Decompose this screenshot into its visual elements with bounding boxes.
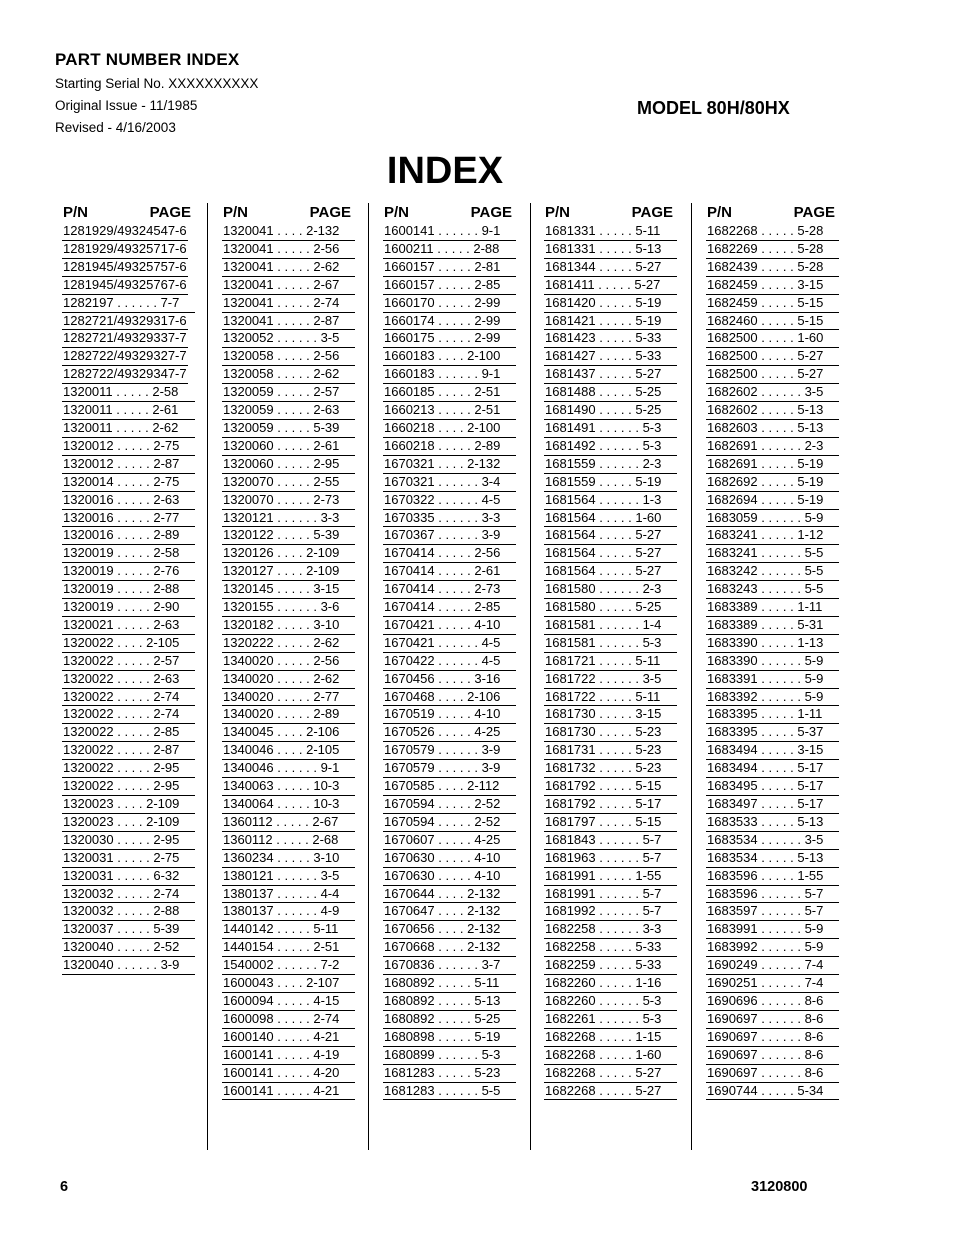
page-number: 6 (60, 1179, 69, 1195)
index-entry: 1320016 . . . . . 2-77 (62, 510, 195, 528)
index-entry: 1340020 . . . . . 2-77 (222, 689, 355, 707)
index-entry: 1681722 . . . . . 5-11 (544, 689, 677, 707)
index-entry: 1670322 . . . . . . 4-5 (383, 492, 516, 510)
index-entry: 1380137 . . . . . . 4-9 (222, 903, 355, 921)
index-entry: 1682261 . . . . . . 5-3 (544, 1011, 677, 1029)
page-header: PAGE (309, 204, 351, 221)
entry-list (222, 223, 355, 1100)
index-entry: 1681963 . . . . . . 5-7 (544, 850, 677, 868)
index-entry: 1681722 . . . . . . 3-5 (544, 671, 677, 689)
index-entry: 1681559 . . . . . 5-19 (544, 474, 677, 492)
index-entry: 1690249 . . . . . . 7-4 (706, 957, 839, 975)
index-column-4 (544, 203, 677, 1100)
index-entry: 1681420 . . . . . 5-19 (544, 295, 677, 313)
index-entry: 1360112 . . . . . 2-67 (222, 814, 355, 832)
index-entry: 1320023 . . . . 2-109 (62, 796, 195, 814)
index-entry: 1660183 . . . . . . 9-1 (383, 366, 516, 384)
index-entry: 1683991 . . . . . . 5-9 (706, 921, 839, 939)
index-entry: 1670585 . . . . 2-112 (383, 778, 516, 796)
index-entry: 1683389 . . . . . 5-31 (706, 617, 839, 635)
index-entry: 1682260 . . . . . 1-16 (544, 975, 677, 993)
index-entry: 1320059 . . . . . 2-57 (222, 384, 355, 402)
index-entry: 1660175 . . . . . 2-99 (383, 330, 516, 348)
index-entry: 1681581 . . . . . . 1-4 (544, 617, 677, 635)
index-entry: 1681423 . . . . . 5-33 (544, 330, 677, 348)
index-entry: 1683389 . . . . . 1-11 (706, 599, 839, 617)
index-entry: 1660218 . . . . . 2-89 (383, 438, 516, 456)
index-entry: 1320032 . . . . . 2-74 (62, 886, 195, 904)
revised-date-line: Revised - 4/16/2003 (55, 120, 176, 135)
index-entry: 1681732 . . . . . 5-23 (544, 760, 677, 778)
index-entry: 1670421 . . . . . . 4-5 (383, 635, 516, 653)
index-entry: 1282721/49329337-7 (62, 330, 188, 348)
index-entry: 1660213 . . . . . 2-51 (383, 402, 516, 420)
index-entry: 1340045 . . . . 2-106 (222, 724, 355, 742)
page-header: PAGE (793, 204, 835, 221)
index-entry: 1683395 . . . . . 5-37 (706, 724, 839, 742)
index-entry: 1670321 . . . . 2-132 (383, 456, 516, 474)
index-entry: 1440154 . . . . . 2-51 (222, 939, 355, 957)
index-entry: 1320022 . . . . . 2-74 (62, 706, 195, 724)
index-entry: 1682459 . . . . . 3-15 (706, 277, 839, 295)
index-entry: 1681344 . . . . . 5-27 (544, 259, 677, 277)
index-entry: 1683597 . . . . . . 5-7 (706, 903, 839, 921)
index-entry: 1683494 . . . . . 5-17 (706, 760, 839, 778)
index-entry: 1600141 . . . . . 4-19 (222, 1047, 355, 1065)
index-entry: 1320041 . . . . . 2-87 (222, 313, 355, 331)
index-entry: 1320019 . . . . . 2-88 (62, 581, 195, 599)
index-entry: 1683390 . . . . . 1-13 (706, 635, 839, 653)
index-entry: 1320121 . . . . . . 3-3 (222, 510, 355, 528)
index-entry: 1670630 . . . . . 4-10 (383, 868, 516, 886)
index-entry: 1683241 . . . . . 1-12 (706, 527, 839, 545)
index-column-5 (706, 203, 839, 1100)
index-entry: 1683059 . . . . . . 5-9 (706, 510, 839, 528)
index-entry: 1320222 . . . . . 2-62 (222, 635, 355, 653)
index-entry: 1670607 . . . . . 4-25 (383, 832, 516, 850)
index-entry: 1360234 . . . . . 3-10 (222, 850, 355, 868)
index-entry: 1680892 . . . . . 5-11 (383, 975, 516, 993)
index-entry: 1682260 . . . . . . 5-3 (544, 993, 677, 1011)
index-entry: 1340020 . . . . . 2-89 (222, 706, 355, 724)
index-entry: 1320145 . . . . . 3-15 (222, 581, 355, 599)
index-entry: 1670668 . . . . 2-132 (383, 939, 516, 957)
index-entry: 1690744 . . . . . 5-34 (706, 1083, 839, 1101)
index-entry: 1670836 . . . . . . 3-7 (383, 957, 516, 975)
index-entry: 1282722/49329327-7 (62, 348, 188, 366)
index-entry: 1690697 . . . . . . 8-6 (706, 1047, 839, 1065)
index-entry: 1682500 . . . . . 5-27 (706, 348, 839, 366)
index-entry: 1682439 . . . . . 5-28 (706, 259, 839, 277)
index-entry: 1320040 . . . . . 2-52 (62, 939, 195, 957)
index-entry: 1670335 . . . . . . 3-3 (383, 510, 516, 528)
index-entry: 1282721/49329317-6 (62, 313, 188, 331)
index-entry: 1320016 . . . . . 2-63 (62, 492, 195, 510)
index-entry: 1690251 . . . . . . 7-4 (706, 975, 839, 993)
index-entry: 1670422 . . . . . . 4-5 (383, 653, 516, 671)
column-divider (530, 203, 531, 1150)
index-entry: 1681792 . . . . . 5-15 (544, 778, 677, 796)
index-entry: 1320011 . . . . . 2-61 (62, 402, 195, 420)
index-entry: 1660174 . . . . . 2-99 (383, 313, 516, 331)
index-entry: 1682269 . . . . . 5-28 (706, 241, 839, 259)
index-entry: 1320041 . . . . . 2-67 (222, 277, 355, 295)
index-entry: 1282722/49329347-7 (62, 366, 188, 384)
index-entry: 1320059 . . . . . 5-39 (222, 420, 355, 438)
index-entry: 1682259 . . . . . 5-33 (544, 957, 677, 975)
index-entry: 1281929/49325717-6 (62, 241, 188, 259)
index-entry: 1320022 . . . . . 2-95 (62, 760, 195, 778)
index-entry: 1670421 . . . . . 4-10 (383, 617, 516, 635)
index-entry: 1683392 . . . . . . 5-9 (706, 689, 839, 707)
index-entry: 1683533 . . . . . 5-13 (706, 814, 839, 832)
index-entry: 1670579 . . . . . . 3-9 (383, 742, 516, 760)
index-entry: 1681797 . . . . . 5-15 (544, 814, 677, 832)
index-entry: 1681437 . . . . . 5-27 (544, 366, 677, 384)
index-entry: 1680898 . . . . . 5-19 (383, 1029, 516, 1047)
index-entry: 1320070 . . . . . 2-55 (222, 474, 355, 492)
pn-header: P/N (707, 204, 733, 221)
index-entry: 1320012 . . . . . 2-75 (62, 438, 195, 456)
index-entry: 1660170 . . . . . 2-99 (383, 295, 516, 313)
index-entry: 1681564 . . . . . 1-60 (544, 510, 677, 528)
index-entry: 1660185 . . . . . 2-51 (383, 384, 516, 402)
index-entry: 1690697 . . . . . . 8-6 (706, 1065, 839, 1083)
index-entry: 1681730 . . . . . 3-15 (544, 706, 677, 724)
index-entry: 1670414 . . . . . 2-73 (383, 581, 516, 599)
index-entry: 1600094 . . . . . 4-15 (222, 993, 355, 1011)
index-entry: 1320037 . . . . . 5-39 (62, 921, 195, 939)
entry-list (706, 223, 839, 1100)
index-entry: 1320041 . . . . . 2-56 (222, 241, 355, 259)
index-entry: 1683242 . . . . . . 5-5 (706, 563, 839, 581)
index-entry: 1670656 . . . . 2-132 (383, 921, 516, 939)
index-entry: 1681991 . . . . . . 5-7 (544, 886, 677, 904)
index-entry: 1282197 . . . . . . 7-7 (62, 295, 195, 313)
index-entry: 1683391 . . . . . . 5-9 (706, 671, 839, 689)
pn-header: P/N (384, 204, 410, 221)
index-entry: 1600098 . . . . . 2-74 (222, 1011, 355, 1029)
index-entry: 1681283 . . . . . 5-23 (383, 1065, 516, 1083)
index-entry: 1320127 . . . . 2-109 (222, 563, 355, 581)
index-entry: 1683992 . . . . . . 5-9 (706, 939, 839, 957)
column-header (706, 203, 839, 223)
index-entry: 1681564 . . . . . 5-27 (544, 527, 677, 545)
index-entry: 1600140 . . . . . 4-21 (222, 1029, 355, 1047)
index-entry: 1600211 . . . . . 2-88 (383, 241, 516, 259)
index-entry: 1320155 . . . . . . 3-6 (222, 599, 355, 617)
index-entry: 1320022 . . . . . 2-85 (62, 724, 195, 742)
index-entry: 1340064 . . . . . 10-3 (222, 796, 355, 814)
column-header (383, 203, 516, 223)
index-entry: 1682500 . . . . . 5-27 (706, 366, 839, 384)
index-entry: 1682460 . . . . . 5-15 (706, 313, 839, 331)
index-entry: 1682258 . . . . . 5-33 (544, 939, 677, 957)
index-entry: 1681731 . . . . . 5-23 (544, 742, 677, 760)
index-entry: 1682500 . . . . . 1-60 (706, 330, 839, 348)
column-divider (368, 203, 369, 1150)
index-entry: 1670644 . . . . 2-132 (383, 886, 516, 904)
index-entry: 1681488 . . . . . 5-25 (544, 384, 677, 402)
pn-header: P/N (63, 204, 89, 221)
index-entry: 1600141 . . . . . 4-20 (222, 1065, 355, 1083)
index-entry: 1682268 . . . . . 5-28 (706, 223, 839, 241)
index-entry: 1681992 . . . . . . 5-7 (544, 903, 677, 921)
index-entry: 1690697 . . . . . . 8-6 (706, 1011, 839, 1029)
index-entry: 1683596 . . . . . . 5-7 (706, 886, 839, 904)
index-entry: 1320022 . . . . . 2-95 (62, 778, 195, 796)
index-entry: 1340020 . . . . . 2-62 (222, 671, 355, 689)
index-entry: 1320016 . . . . . 2-89 (62, 527, 195, 545)
index-entry: 1681991 . . . . . 1-55 (544, 868, 677, 886)
index-entry: 1320032 . . . . . 2-88 (62, 903, 195, 921)
index-entry: 1670594 . . . . . 2-52 (383, 814, 516, 832)
index-entry: 1681564 . . . . . 5-27 (544, 545, 677, 563)
index-entry: 1320060 . . . . . 2-61 (222, 438, 355, 456)
index-entry: 1683241 . . . . . . 5-5 (706, 545, 839, 563)
index-column-3 (383, 203, 516, 1100)
index-entry: 1320022 . . . . 2-105 (62, 635, 195, 653)
index-entry: 1681421 . . . . . 5-19 (544, 313, 677, 331)
index-entry: 1540002 . . . . . . 7-2 (222, 957, 355, 975)
index-entry: 1690696 . . . . . . 8-6 (706, 993, 839, 1011)
index-entry: 1340020 . . . . . 2-56 (222, 653, 355, 671)
index-entry: 1670414 . . . . . 2-56 (383, 545, 516, 563)
index-entry: 1681843 . . . . . . 5-7 (544, 832, 677, 850)
index-entry: 1320031 . . . . . 6-32 (62, 868, 195, 886)
index-entry: 1681559 . . . . . . 2-3 (544, 456, 677, 474)
index-entry: 1320041 . . . . . 2-74 (222, 295, 355, 313)
index-entry: 1683390 . . . . . . 5-9 (706, 653, 839, 671)
index-entry: 1320031 . . . . . 2-75 (62, 850, 195, 868)
index-entry: 1320022 . . . . . 2-87 (62, 742, 195, 760)
index-entry: 1320019 . . . . . 2-58 (62, 545, 195, 563)
index-entry: 1681581 . . . . . . 5-3 (544, 635, 677, 653)
index-entry: 1320182 . . . . . 3-10 (222, 617, 355, 635)
index-entry: 1600043 . . . . 2-107 (222, 975, 355, 993)
index-entry: 1670456 . . . . . 3-16 (383, 671, 516, 689)
index-entry: 1670367 . . . . . . 3-9 (383, 527, 516, 545)
index-entry: 1681564 . . . . . . 1-3 (544, 492, 677, 510)
index-column-1 (62, 203, 195, 975)
document-number: 3120800 (751, 1179, 808, 1195)
index-entry: 1320126 . . . . 2-109 (222, 545, 355, 563)
index-entry: 1681580 . . . . . 5-25 (544, 599, 677, 617)
index-entry: 1682268 . . . . . 5-27 (544, 1065, 677, 1083)
index-entry: 1281945/49325767-6 (62, 277, 188, 295)
index-entry: 1320041 . . . . 2-132 (222, 223, 355, 241)
index-entry: 1320022 . . . . . 2-74 (62, 689, 195, 707)
index-entry: 1660218 . . . . 2-100 (383, 420, 516, 438)
index-entry: 1682268 . . . . . 1-15 (544, 1029, 677, 1047)
index-entry: 1320019 . . . . . 2-76 (62, 563, 195, 581)
index-entry: 1681721 . . . . . 5-11 (544, 653, 677, 671)
index-entry: 1681580 . . . . . . 2-3 (544, 581, 677, 599)
index-entry: 1670630 . . . . . 4-10 (383, 850, 516, 868)
page-header: PAGE (149, 204, 191, 221)
index-entry: 1320011 . . . . . 2-62 (62, 420, 195, 438)
index-entry: 1340046 . . . . . . 9-1 (222, 760, 355, 778)
index-entry: 1680892 . . . . . 5-25 (383, 1011, 516, 1029)
index-entry: 1320011 . . . . . 2-58 (62, 384, 195, 402)
index-entry: 1320059 . . . . . 2-63 (222, 402, 355, 420)
index-entry: 1682602 . . . . . 5-13 (706, 402, 839, 420)
index-entry: 1281929/49324547-6 (62, 223, 188, 241)
index-entry: 1320021 . . . . . 2-63 (62, 617, 195, 635)
column-header (222, 203, 355, 223)
index-entry: 1600141 . . . . . 4-21 (222, 1083, 355, 1101)
index-entry: 1682268 . . . . . 1-60 (544, 1047, 677, 1065)
index-entry: 1380121 . . . . . . 3-5 (222, 868, 355, 886)
index-entry: 1682268 . . . . . 5-27 (544, 1083, 677, 1101)
index-entry: 1670321 . . . . . . 3-4 (383, 474, 516, 492)
index-entry: 1670647 . . . . 2-132 (383, 903, 516, 921)
pn-header: P/N (545, 204, 571, 221)
index-entry: 1670414 . . . . . 2-61 (383, 563, 516, 581)
index-entry: 1320023 . . . . 2-109 (62, 814, 195, 832)
index-entry: 1320060 . . . . . 2-95 (222, 456, 355, 474)
index-entry: 1690697 . . . . . . 8-6 (706, 1029, 839, 1047)
index-entry: 1320012 . . . . . 2-87 (62, 456, 195, 474)
index-entry: 1681792 . . . . . 5-17 (544, 796, 677, 814)
index-entry: 1320040 . . . . . . 3-9 (62, 957, 195, 975)
index-entry: 1682603 . . . . . 5-13 (706, 420, 839, 438)
index-entry: 1682459 . . . . . 5-15 (706, 295, 839, 313)
index-title: INDEX (386, 150, 504, 192)
index-entry: 1680899 . . . . . . 5-3 (383, 1047, 516, 1065)
index-entry: 1320058 . . . . . 2-62 (222, 366, 355, 384)
index-entry: 1682691 . . . . . . 2-3 (706, 438, 839, 456)
index-entry: 1320058 . . . . . 2-56 (222, 348, 355, 366)
column-header (62, 203, 195, 223)
index-entry: 1682692 . . . . . 5-19 (706, 474, 839, 492)
index-entry: 1320014 . . . . . 2-75 (62, 474, 195, 492)
index-entry: 1320070 . . . . . 2-73 (222, 492, 355, 510)
page-header: PAGE (470, 204, 512, 221)
index-entry: 1682258 . . . . . . 3-3 (544, 921, 677, 939)
index-entry: 1670468 . . . . 2-106 (383, 689, 516, 707)
index-entry: 1360112 . . . . . 2-68 (222, 832, 355, 850)
index-entry: 1682694 . . . . . 5-19 (706, 492, 839, 510)
index-entry: 1670526 . . . . . 4-25 (383, 724, 516, 742)
index-entry: 1681492 . . . . . . 5-3 (544, 438, 677, 456)
index-entry: 1660157 . . . . . 2-85 (383, 277, 516, 295)
index-entry: 1340046 . . . . 2-105 (222, 742, 355, 760)
index-entry: 1681491 . . . . . . 5-3 (544, 420, 677, 438)
index-entry: 1440142 . . . . . 5-11 (222, 921, 355, 939)
index-entry: 1320030 . . . . . 2-95 (62, 832, 195, 850)
index-entry: 1680892 . . . . . 5-13 (383, 993, 516, 1011)
index-entry: 1682691 . . . . . 5-19 (706, 456, 839, 474)
index-entry: 1683395 . . . . . 1-11 (706, 706, 839, 724)
index-entry: 1683243 . . . . . . 5-5 (706, 581, 839, 599)
index-entry: 1660157 . . . . . 2-81 (383, 259, 516, 277)
part-number-index-heading: PART NUMBER INDEX (55, 50, 240, 69)
index-entry: 1683534 . . . . . . 3-5 (706, 832, 839, 850)
index-entry: 1683596 . . . . . 1-55 (706, 868, 839, 886)
entry-list (544, 223, 677, 1100)
index-entry: 1670414 . . . . . 2-85 (383, 599, 516, 617)
pn-header: P/N (223, 204, 249, 221)
model-label: MODEL 80H/80HX (637, 98, 790, 118)
index-entry: 1681331 . . . . . 5-11 (544, 223, 677, 241)
index-entry: 1683497 . . . . . 5-17 (706, 796, 839, 814)
index-entry: 1681427 . . . . . 5-33 (544, 348, 677, 366)
index-entry: 1681564 . . . . . 5-27 (544, 563, 677, 581)
index-entry: 1681331 . . . . . 5-13 (544, 241, 677, 259)
index-entry: 1600141 . . . . . . 9-1 (383, 223, 516, 241)
index-column-2 (222, 203, 355, 1100)
index-entry: 1681490 . . . . . 5-25 (544, 402, 677, 420)
index-entry: 1681283 . . . . . . 5-5 (383, 1083, 516, 1101)
index-entry: 1670579 . . . . . . 3-9 (383, 760, 516, 778)
index-entry: 1681730 . . . . . 5-23 (544, 724, 677, 742)
index-entry: 1683534 . . . . . 5-13 (706, 850, 839, 868)
index-entry: 1683495 . . . . . 5-17 (706, 778, 839, 796)
page-header: PAGE (631, 204, 673, 221)
entry-list (383, 223, 516, 1100)
index-entry: 1681411 . . . . . 5-27 (544, 277, 677, 295)
index-entry: 1380137 . . . . . . 4-4 (222, 886, 355, 904)
index-entry: 1683494 . . . . . 3-15 (706, 742, 839, 760)
column-divider (691, 203, 692, 1150)
column-divider (207, 203, 208, 1150)
index-entry: 1320022 . . . . . 2-57 (62, 653, 195, 671)
index-entry: 1660183 . . . . 2-100 (383, 348, 516, 366)
index-entry: 1320052 . . . . . . 3-5 (222, 330, 355, 348)
index-entry: 1320022 . . . . . 2-63 (62, 671, 195, 689)
index-entry: 1682602 . . . . . . 3-5 (706, 384, 839, 402)
entry-list (62, 223, 195, 975)
index-entry: 1281945/49325757-6 (62, 259, 188, 277)
index-entry: 1670594 . . . . . 2-52 (383, 796, 516, 814)
index-entry: 1670519 . . . . . 4-10 (383, 706, 516, 724)
index-entry: 1320122 . . . . . 5-39 (222, 527, 355, 545)
index-entry: 1320041 . . . . . 2-62 (222, 259, 355, 277)
index-entry: 1340063 . . . . . 10-3 (222, 778, 355, 796)
index-entry: 1320019 . . . . . 2-90 (62, 599, 195, 617)
original-issue-line: Original Issue - 11/1985 (55, 98, 198, 113)
column-header (544, 203, 677, 223)
serial-number-line: Starting Serial No. XXXXXXXXXX (55, 76, 259, 91)
